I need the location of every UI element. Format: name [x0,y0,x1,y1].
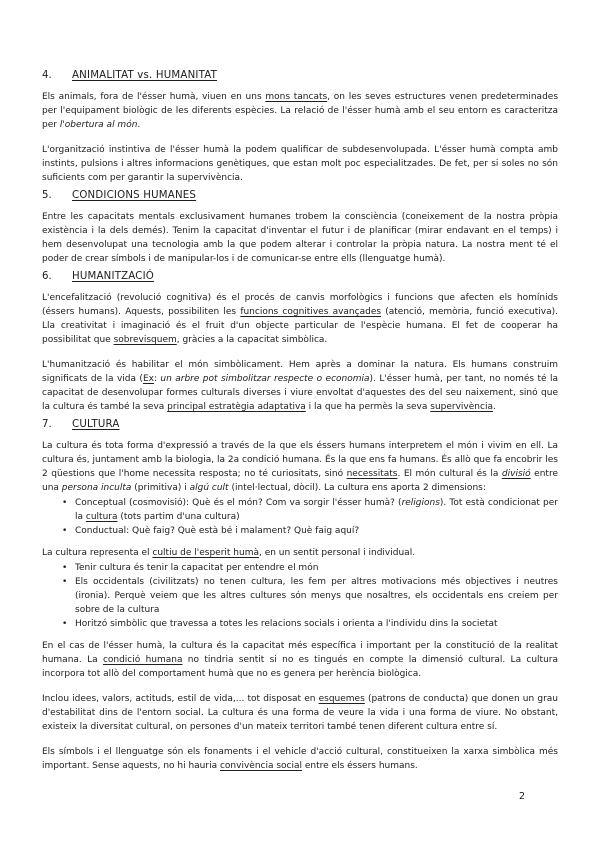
document-content [42,69,558,773]
text-run: i la que ha permès la seva [305,402,431,412]
section-title: HUMANITZACIÓ [72,271,155,282]
section-title: CULTURA [72,419,120,430]
text-run: L'humanització és habilitar el món simbòlicament. Hem après a dominar la natura. Els humans construim significats de la vida ( [42,360,558,384]
text-run: , gràcies a la capacitat simbòlica. [176,335,328,345]
paragraph [42,358,558,414]
section-number: 6. [42,271,52,282]
section-number: 7. [42,419,52,430]
paragraph [42,291,558,347]
text-run: ). L'ésser humà, per tant, no només té la capacitat de desenvolupar formes culturals diverses i viure envoltat d'aquestes des del seu naixement, sinó que la cultura és també la seva [42,374,558,412]
text-run: persona inculta [61,483,132,493]
paragraph [42,210,558,266]
text-run: (tots partim d'una cultura) [117,512,240,522]
list-item [42,575,558,617]
page-number: 2 [518,791,526,802]
paragraph [42,692,558,734]
bullet-icon: • [62,619,68,629]
bullet-icon: • [62,577,68,587]
text-run: ). Tot està condicionat per la [75,498,558,522]
bullet-list [42,496,558,538]
text-run: La cultura representa el [42,548,153,558]
text-run: (intel·lectual, dòcil). La cultura ens aporta 2 dimensions: [228,483,486,493]
text-run: L'encefalització (revolució cognitiva) és el procés de canvis morfològics i funcions que afecten els homínids (éssers humans). Aquests, possibiliten les [42,293,558,317]
section-number: 5. [42,190,52,201]
text-run: entre els éssers humans. [302,761,418,771]
text-run: supervivència [430,402,493,412]
bullet-list [42,561,558,631]
text-run: (patrons de conducta) que donen un grau d'estabilitat dins de l'entorn social. La cultura és una forma de veure la vida i una forma de viure. No obstant, existeix la diversitat cultural, on persones d'un mateix territori també tenen diferent cultura entre sí. [42,694,559,732]
text-run: divisió [501,469,531,479]
text-run: l'obertura al món [59,120,138,130]
section-title: ANIMALITAT vs. HUMANITAT [72,70,218,81]
list-item [42,524,558,538]
text-run: cultiu de l'esperit humà [152,548,259,558]
text-run: sobrevisquem [113,335,177,345]
paragraph [42,143,558,185]
text-run: cultura [85,512,118,522]
section-heading [42,418,558,432]
section-heading [42,69,558,83]
section-title: CONDICIONS HUMANES [72,190,197,201]
text-run: La cultura és tota forma d'expressió a través de la que els éssers humans interpretem el món i vivim en ell. La cultura és, juntament amb la biologia, la 2a condició humana. És la que ens fa humans. És allò que fa encobrir les 2 qüestions que l'home necessita resposta; no té curiositats, sinó [42,441,558,479]
bullet-icon: • [62,563,68,573]
text-run: Els animals, fora de l'ésser humà, viuen en uns [42,92,266,102]
section-number: 4. [42,70,52,81]
text-run: , on les seves estructures venen predeterminades per l'equipament biològic de les diferents espècies. La relació de l'ésser humà amb el seu entorn es caracteritza per [42,92,559,130]
text-run: necessitats [346,469,398,479]
text-run: Inclou idees, valors, actituds, estil de vida,... tot disposat en [42,694,319,704]
text-run: . [137,120,141,130]
text-run: . El món cultural és la [397,469,502,479]
text-run: . [492,402,496,412]
bullet-icon: • [62,498,68,508]
text-run: Conductual: Què faig? Què està bé i malament? Què faig aquí? [75,526,360,536]
text-run: Tenir cultura és tenir la capacitat per entendre el món [75,563,319,573]
text-run: , en un sentit personal i individual. [258,548,416,558]
text-run: algú cult [189,483,229,493]
text-run: Horitzó simbòlic que travessa a totes les relacions socials i orienta a l'individu dins la societat [75,619,498,629]
section-heading [42,270,558,284]
text-run: un arbre pot simbolitzar respecte o economia [160,374,370,384]
text-run: Entre les capacitats mentals exclusivament humanes trobem la consciència (coneixement de la nostra pròpia existència i la dels demés). Tenim la capacitat d'inventar el futur i de planificar (mirar endavant en el temps) i hem desenvolupat una tecnologia amb la que podem alterar i controlar la pròpia natura. La nostra ment té el poder de crear símbols i de manipular-los i de comunicar-se entre ells (llenguatge humà). [42,212,558,264]
text-run: L'organització instintiva de l'ésser humà la podem qualificar de subdesenvolupada. L'ésser humà compta amb instints, pulsions i altres informacions genètiques, que estan molt poc especialitzades. De fet, per si soles no són suficients com per garantir la supervivència. [42,145,558,183]
list-item [42,561,558,575]
text-run: principal estratègia adaptativa [167,402,306,412]
section-heading [42,189,558,203]
text-run: funcions cognitives avançades [240,307,382,317]
paragraph [42,439,558,495]
text-run: religions [401,498,440,508]
list-item [42,617,558,631]
text-run: esquemes [318,694,365,704]
paragraph [42,745,558,773]
text-run: (primitiva) i [131,483,190,493]
text-run: En el cas de l'ésser humà, la cultura és la capacitat més específica i important per la constitució de la realitat humana. La [42,641,558,665]
text-run: convivència social [219,761,303,771]
paragraph [42,546,558,560]
paragraph [42,639,558,681]
text-run: no tindria sentit si no es tingués en compte la dimensió cultural. La cultura incorpora tot allò del comportament humà que no es genera per herència biològica. [42,655,559,679]
list-item [42,496,558,524]
bullet-icon: • [62,526,68,536]
text-run: entre una [42,469,558,493]
text-run: mons tancats [265,92,328,102]
paragraph [42,90,558,132]
text-run: Conceptual (cosmovisió): Què és el món? Com va sorgir l'ésser humà? ( [75,498,402,508]
text-run: Els occidentals (civilitzats) no tenen cultura, les fem per altres motivacions més objectives i neutres (ironia). Perquè veiem que les altres cultures són menys que nosaltres, els occidentals ens creiem per sobre de la cultura [75,577,558,615]
text-run: Els símbols i el llenguatge són els fonaments i el vehicle d'acció cultural, constitueixen la xarxa simbòlica més important. Sense aquests, no hi hauria [42,747,558,771]
text-run: condició humana [102,655,183,665]
text-run: Ex [142,374,154,384]
text-run: : [153,374,161,384]
text-run: (atenció, memòria, funció executiva). Lla creativitat i imaginació és el fruit d'un objecte particular de l'espècie humana. El fet de cooperar ha possibilitat que [42,307,558,345]
